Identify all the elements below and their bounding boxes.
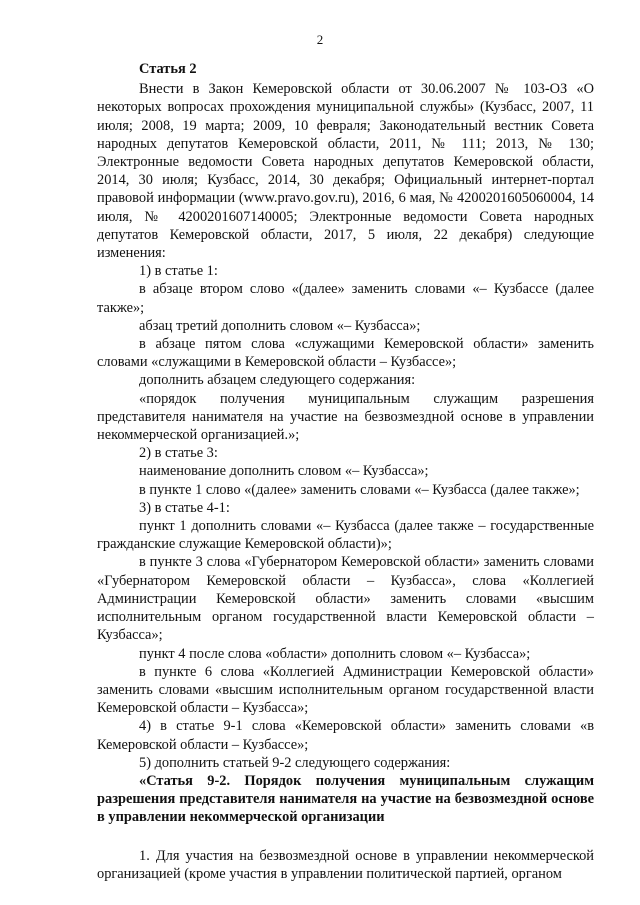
paragraph: пункт 4 после слова «области» дополнить словом «– Кузбасса»; [139, 645, 531, 662]
paragraph: пункт 1 дополнить словами «– Кузбасса (далее также – государственные гражданские служащие Кемеровской области)»; [97, 518, 594, 553]
paragraph: в пункте 3 слова «Губернатором Кемеровской области» заменить словами «Губернатором Кемеровской области – Кузбасса», слова «Коллегией Администрации Кемеровской области» заменить словами «высшим исполнительным органом государственной власти Кемеровской области – Кузбасса»; [97, 554, 594, 644]
paragraph: в абзаце втором слово «(далее» заменить словами «– Кузбассе (далее также»; [97, 281, 594, 316]
paragraph: Внести в Закон Кемеровской области от 30.06.2007 № 103-ОЗ «О некоторых вопросах прохождения муниципальной службы» (Кузбасс, 2007, 11 июля; 2008, 19 марта; 2009, 10 февраля; Законодательный вестник Совета народных депутатов Кемеровской области, 2011, № 111; 2013, № 130; Электронные ведомости Совета народных депутатов Кемеровской области, 2014, 30 июля; Кузбасс, 2014, 30 декабря; Официальный интернет-портал правовой информации (www.pravo.gov.ru), 2016, 6 мая, № 4200201605060004, 14 июля, № 4200201607140005; Электронные ведомости Совета народных депутатов Кемеровской области, 2017, 5 июля, 22 декабря) следующие изменения: [97, 81, 594, 262]
paragraph: 3) в статье 4-1: [139, 499, 230, 516]
paragraph: 2) в статье 3: [139, 445, 218, 462]
paragraph: в пункте 6 слова «Коллегией Администрации Кемеровской области» заменить словами «высшим исполнительным органом государственной власти Кемеровской области – Кузбасса»; [97, 663, 594, 717]
document-body [97, 60, 594, 883]
new-article-heading: «Статья 9-2. Порядок получения муниципальным служащим разрешения представителя нанимателя на участие на безвозмездной основе в управлении некоммерческой организации [97, 772, 594, 826]
paragraph: в пункте 1 слово «(далее» заменить словами «– Кузбасса (далее также»; [139, 481, 580, 498]
paragraph: 4) в статье 9-1 слова «Кемеровской области» заменить словами «в Кемеровской области – Кузбассе»; [97, 718, 594, 753]
article-title: Статья 2 [139, 61, 197, 77]
paragraph: дополнить абзацем следующего содержания: [139, 372, 416, 389]
paragraph: 5) дополнить статьей 9-2 следующего содержания: [139, 754, 451, 771]
paragraph: абзац третий дополнить словом «– Кузбасса»; [139, 317, 421, 334]
paragraph: «порядок получения муниципальным служащим разрешения представителя нанимателя на участие на безвозмездной основе в управлении некоммерческой организацией.»; [97, 390, 594, 444]
paragraph: в абзаце пятом слова «служащими Кемеровской области» заменить словами «служащими в Кемеровской области – Кузбассе»; [97, 336, 594, 371]
page-number: 2 [316, 32, 324, 47]
paragraph: 1) в статье 1: [139, 263, 218, 280]
paragraph: 1. Для участия на безвозмездной основе в управлении некоммерческой организацией (кроме участия в управлении политической партией, органом [97, 847, 594, 882]
paragraph: наименование дополнить словом «– Кузбасса»; [139, 463, 429, 480]
